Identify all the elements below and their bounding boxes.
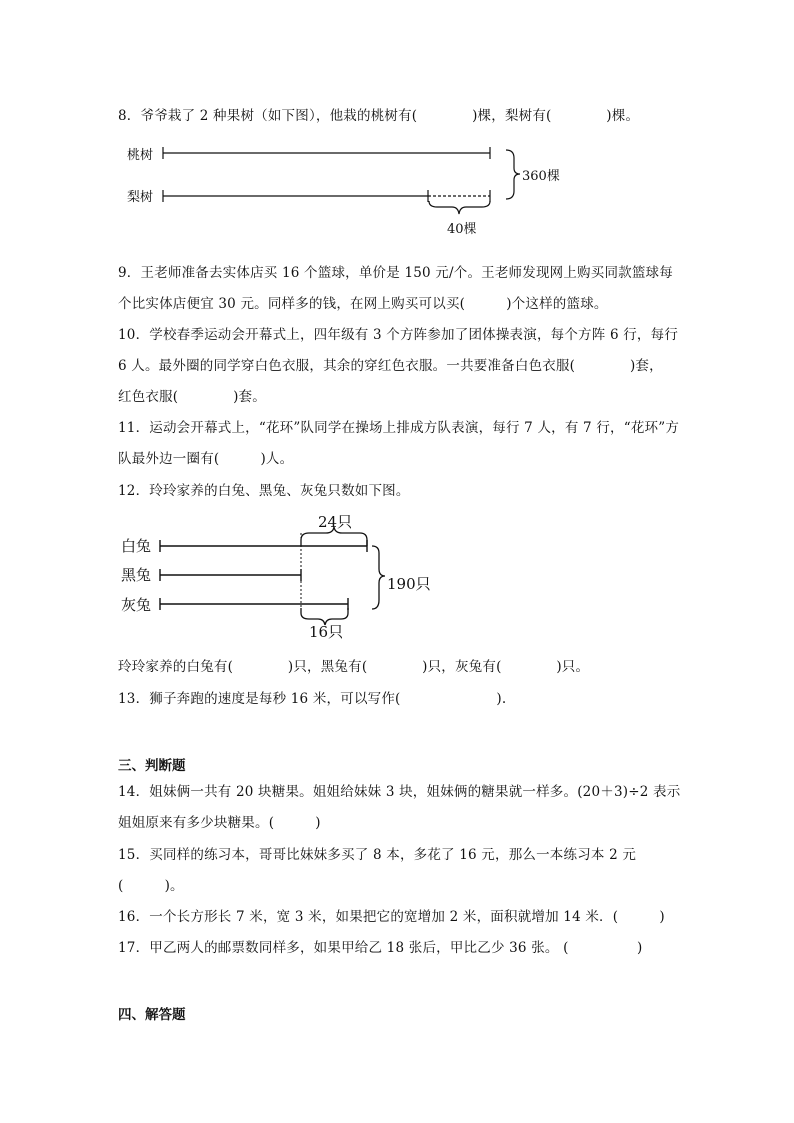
question-9-line-2: 个比实体店便宜 30 元。同样多的钱，在网上购买可以买( )个这样的篮球。 — [118, 296, 608, 312]
bottom-difference-brace — [301, 608, 348, 625]
peach-tree-label: 桃树 — [127, 148, 154, 163]
question-14-line-2: 姐姐原来有多少块糖果。( ) — [118, 815, 321, 831]
question-12-answer-line: 玲玲家养的白兔有( )只，黑兔有( )只，灰兔有( )只。 — [118, 659, 590, 675]
top-difference-brace — [301, 527, 367, 546]
question-15-line-2: ( )。 — [118, 878, 184, 894]
question-9-line-1: 9．王老师准备去实体店买 16 个篮球，单价是 150 元/个。王老师发现网上购买同款篮球每 — [118, 265, 673, 281]
difference-trees-label: 40棵 — [447, 222, 477, 237]
question-14-line-1: 14．姐妹俩一共有 20 块糖果。姐姐给妹妹 3 块，姐妹俩的糖果就一样多。(20＋3)÷2 表示 — [118, 784, 681, 800]
question-10-line-1: 10．学校春季运动会开幕式上，四年级有 3 个方阵参加了团体操表演，每个方阵 6 行，每行 — [118, 327, 679, 343]
question-13-text: 13．狮子奔跑的速度是每秒 16 米，可以写作( ). — [118, 691, 507, 707]
section-3-title: 三、判断题 — [118, 758, 186, 774]
question-17-text: 17．甲乙两人的邮票数同样多，如果甲给乙 18 张后，甲比乙少 36 张。 ( ) — [118, 940, 643, 956]
question-8-text: 8．爷爷栽了 2 种果树（如下图），他栽的桃树有( )棵，梨树有( )棵。 — [118, 108, 640, 124]
white-rabbit-label: 白兔 — [121, 537, 152, 555]
total-trees-label: 360棵 — [522, 169, 560, 184]
question-11-line-2: 队最外边一圈有( )人。 — [118, 451, 294, 467]
gray-rabbit-label: 灰兔 — [121, 596, 152, 614]
question-15-line-1: 15．买同样的练习本，哥哥比妹妹多买了 8 本，多花了 16 元，那么一本练习本 2 元 — [118, 847, 637, 863]
question-10-line-3: 红色衣服( )套。 — [118, 389, 266, 405]
question-12-text: 12．玲玲家养的白兔、黑兔、灰兔只数如下图。 — [118, 483, 410, 499]
pear-tree-label: 梨树 — [127, 190, 154, 205]
question-10-line-2: 6 人。最外圈的同学穿白色衣服，其余的穿红色衣服。一共要准备白色衣服( )套， — [118, 358, 663, 374]
gray-more-than-black-label: 16只 — [309, 623, 344, 641]
total-right-brace — [372, 546, 385, 609]
white-more-than-black-label: 24只 — [318, 513, 353, 531]
question-16-text: 16．一个长方形长 7 米，宽 3 米，如果把它的宽增加 2 米，面积就增加 14 米．( ) — [118, 909, 665, 925]
black-rabbit-label: 黑兔 — [121, 566, 152, 584]
section-4-title: 四、解答题 — [118, 1007, 186, 1023]
question-11-line-1: 11．运动会开幕式上，“花环”队同学在操场上排成方队表演，每行 7 人，有 7 行，“花环”方 — [118, 420, 680, 436]
total-rabbits-label: 190只 — [387, 575, 431, 593]
